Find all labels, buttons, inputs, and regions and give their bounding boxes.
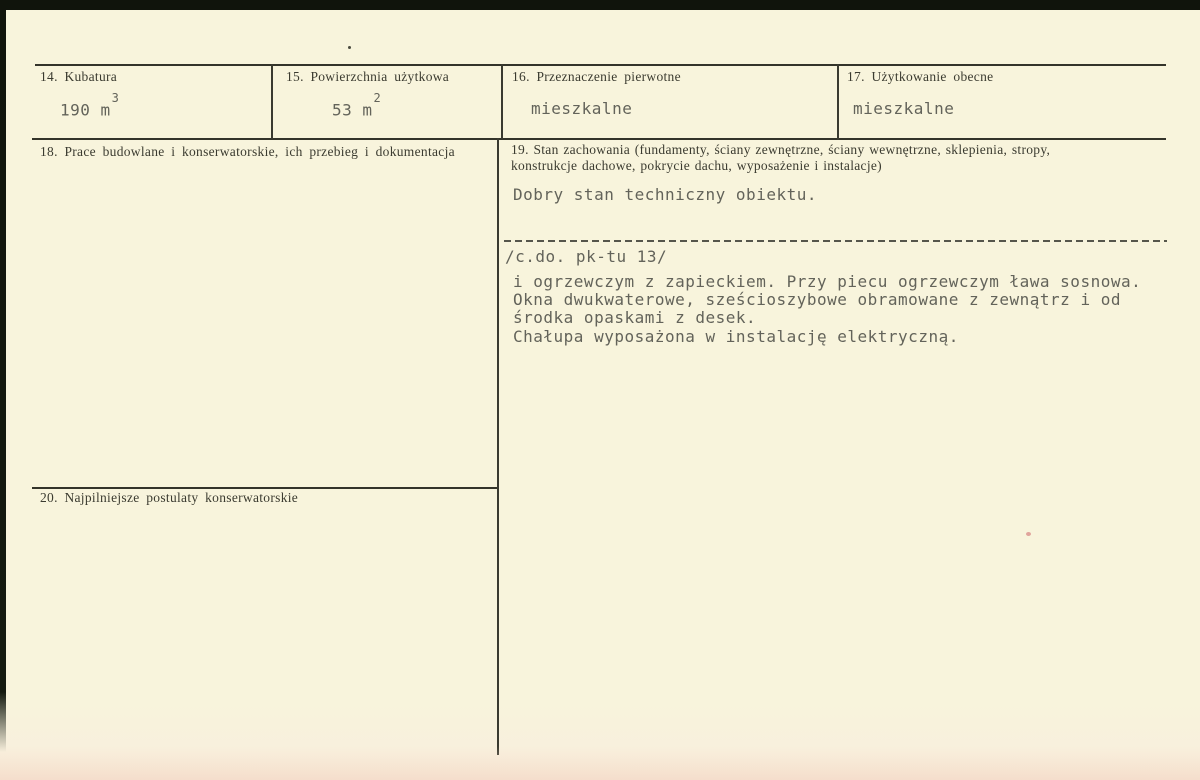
rule-divider-16-17 (837, 64, 839, 140)
rule-divider-14-15 (271, 64, 273, 139)
field-14-value: 190 $m^3$ (60, 91, 120, 120)
scan-edge-left (0, 0, 6, 752)
field-19-entry-line1: Dobry stan techniczny obiektu. (513, 185, 817, 204)
field-14-label: 14. Kubatura (40, 69, 118, 84)
paragraph-line: środka opaskami z desek. (513, 308, 757, 328)
field-16-value: mieszkalne (531, 99, 633, 118)
field-19-label (511, 142, 1151, 174)
field-18-label: 18. Prace budowlane i konserwatorskie, ich przebieg i dokumentacja (40, 144, 455, 159)
field-19-label-line1: 19. Stan zachowania (fundamenty, ściany zewnętrzne, ściany wewnętrzne, sklepienia, stropy, (511, 142, 1051, 157)
rule-row1-top (35, 64, 1166, 66)
field-15-value: 53 $m^2$ (332, 91, 382, 120)
typed-dashed-divider (504, 240, 1167, 242)
field-19-label-line2: konstrukcje dachowe, pokrycie dachu, wyposażenie i instalacje) (511, 158, 882, 173)
field-15-label: 15. Powierzchnia użytkowa (286, 69, 450, 84)
field-17-label: 17. Użytkowanie obecne (847, 69, 994, 84)
field-19-continuation-marker: /c.do. pk-tu 13/ (505, 247, 668, 266)
paragraph-line: Okna dwukwaterowe, sześcioszybowe obramowane z zewnątrz i od (513, 290, 1121, 310)
pink-speck (1026, 532, 1031, 536)
field-20-label: 20. Najpilniejsze postulaty konserwatorskie (40, 490, 299, 505)
paragraph-line: i ogrzewczym z zapieckiem. Przy piecu ogrzewczym ława sosnowa. (513, 272, 1142, 291)
field-14-exponent: 3 (111, 91, 120, 105)
field-16-label: 16. Przeznaczenie pierwotne (512, 69, 681, 84)
field-15-exponent: 2 (373, 91, 382, 105)
field-19-entry-paragraph (513, 273, 1141, 346)
field-17-value: mieszkalne (853, 99, 955, 118)
ink-speck (348, 46, 351, 49)
rule-row1-bottom (32, 138, 1166, 140)
rule-above-field20 (32, 487, 498, 489)
rule-center-divider (497, 138, 499, 755)
rule-divider-15-16 (501, 64, 503, 139)
paragraph-line: Chałupa wyposażona w instalację elektryczną. (513, 326, 959, 346)
scan-edge-top (0, 0, 1200, 10)
scan-bottom-tint (0, 746, 1200, 780)
